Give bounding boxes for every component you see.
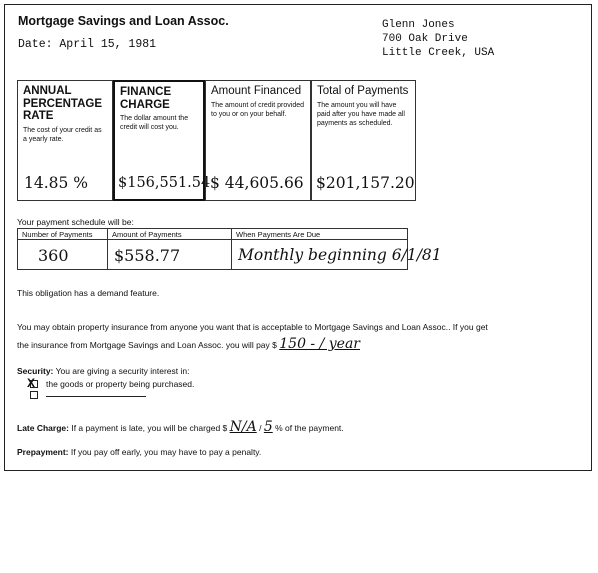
borrower-address xyxy=(382,18,494,60)
total-payments-desc: The amount you will have paid after you have made all payments as scheduled. xyxy=(317,101,405,127)
apr-desc: The cost of your credit as a yearly rate. xyxy=(23,126,102,143)
prepayment-line xyxy=(17,447,261,457)
security-text: You are giving a security interest in: xyxy=(55,366,190,376)
insurance-amount: 150 - / year xyxy=(279,336,361,352)
schedule-label: Your payment schedule will be: xyxy=(17,217,134,227)
total-payments-value: $201,157.20 xyxy=(316,174,415,192)
company-name: Mortgage Savings and Loan Assoc. xyxy=(18,14,229,28)
insurance-line-2-text: the insurance from Mortgage Savings and Loan Assoc. you will pay $ xyxy=(17,340,277,350)
late-charge-percent: 5 xyxy=(263,419,273,435)
schedule-header-number: Number of Payments xyxy=(18,229,107,240)
late-charge-text-2: % of the payment. xyxy=(275,423,344,433)
total-payments-title: Total of Payments xyxy=(317,85,409,97)
finance-charge-desc: The dollar amount the credit will cost you. xyxy=(120,115,189,131)
insurance-line-1: You may obtain property insurance from anyone you want that is acceptable to Mortgage Savings and Loan Assoc.. If you get xyxy=(17,322,488,332)
finance-charge-value: $156,551.54 xyxy=(118,175,211,191)
prepayment-text: If you pay off early, you may have to pay a penalty. xyxy=(70,447,262,457)
prepayment-label: Prepayment: xyxy=(17,447,69,457)
late-charge-line xyxy=(17,419,344,435)
security-option-other xyxy=(46,389,146,399)
payment-schedule-table xyxy=(17,228,442,270)
apr-value: 14.85 % xyxy=(24,174,89,192)
schedule-value-when: Monthly beginning 6/1/81 xyxy=(238,246,442,264)
apr-title: ANNUAL PERCENTAGE RATE xyxy=(23,85,103,122)
insurance-line-2 xyxy=(17,336,360,352)
amount-financed-title: Amount Financed xyxy=(211,85,302,97)
amount-financed-desc: The amount of credit provided to you or on your behalf. xyxy=(211,101,304,118)
security-label: Security: xyxy=(17,366,54,376)
security-checkbox-other[interactable] xyxy=(30,391,38,399)
total-payments-box xyxy=(311,80,416,201)
security-option-goods: the goods or property being purchased. xyxy=(46,379,195,389)
late-charge-amount: N/A xyxy=(229,419,257,435)
security-other-blank xyxy=(46,396,146,397)
schedule-header-when: When Payments Are Due xyxy=(232,229,407,240)
security-check-mark: X xyxy=(27,376,36,390)
schedule-header-amount: Amount of Payments xyxy=(108,229,231,240)
late-charge-sep: / xyxy=(259,423,262,433)
schedule-value-number: 360 xyxy=(38,246,69,265)
amount-financed-value: $ 44,605.66 xyxy=(210,174,304,192)
schedule-col-when xyxy=(232,229,442,269)
finance-charge-box xyxy=(113,80,211,201)
finance-charge-title: FINANCE CHARGE xyxy=(120,86,172,111)
demand-feature-text: This obligation has a demand feature. xyxy=(17,288,160,298)
borrower-name: Glenn Jones xyxy=(382,19,455,31)
amount-financed-box xyxy=(205,80,311,201)
form-date: Date: April 15, 1981 xyxy=(18,38,157,51)
schedule-value-amount: $558.77 xyxy=(114,246,181,265)
schedule-col-amount xyxy=(108,229,232,269)
late-charge-text: If a payment is late, you will be charged $ xyxy=(71,423,228,433)
schedule-col-number xyxy=(18,229,108,269)
late-charge-label: Late Charge: xyxy=(17,423,69,433)
borrower-street: 700 Oak Drive xyxy=(382,33,468,45)
security-line xyxy=(17,366,189,376)
apr-box xyxy=(17,80,113,201)
borrower-city: Little Creek, USA xyxy=(382,47,495,59)
